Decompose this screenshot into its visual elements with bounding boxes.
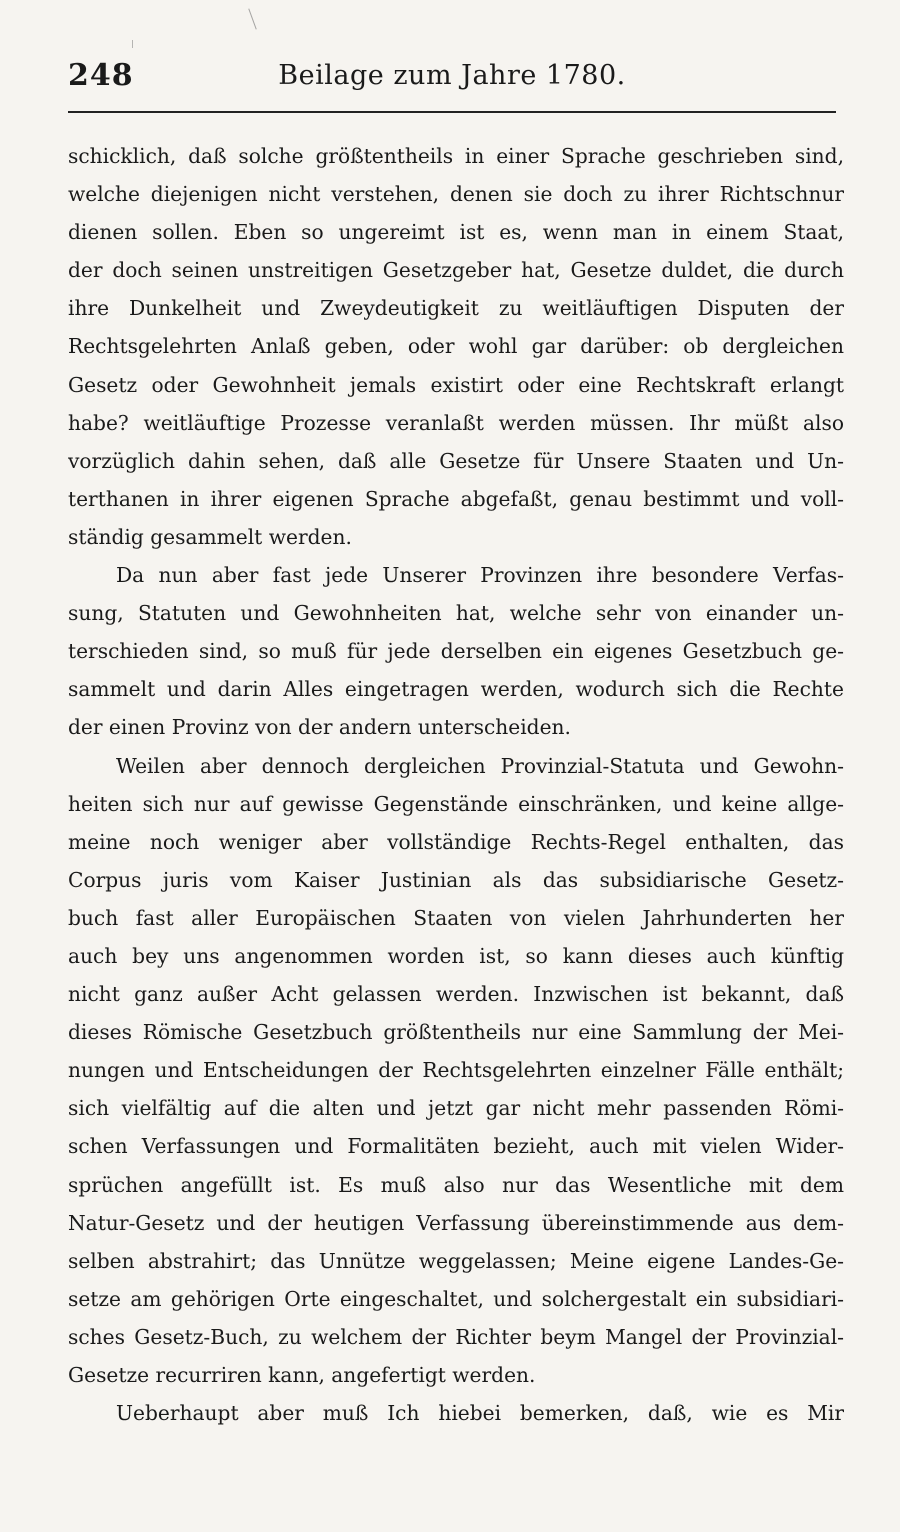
text-line: sprüchen angefüllt ist. Es muß also nur das Wesentliche mit dem [68,1172,844,1197]
text-line: Gesetz oder Gewohnheit jemals existirt oder eine Rechtskraft erlangt [68,372,844,397]
text-line: Rechtsgelehrten Anlaß geben, oder wohl gar darüber: ob dergleichen [68,334,844,359]
text-line: Corpus juris vom Kaiser Justinian als das subsidiarische Gesetz- [68,867,844,892]
text-line: dieses Römische Gesetzbuch größtentheils nur eine Sammlung der Mei- [68,1020,844,1045]
text-line: setze am gehörigen Orte eingeschaltet, und solchergestalt ein subsidiari- [68,1286,844,1311]
text-line: der doch seinen unstreitigen Gesetzgeber hat, Gesetze duldet, die durch [68,258,844,283]
text-line: ihre Dunkelheit und Zweydeutigkeit zu weitläuftigen Disputen der [68,296,844,321]
text-line: Natur-Gesetz und der heutigen Verfassung übereinstimmende aus dem- [68,1210,844,1235]
page-number: 248 [68,58,134,93]
text-line: selben abstrahirt; das Unnütze weggelassen; Meine eigene Landes-Ge- [68,1248,844,1273]
text-line: schicklich, daß solche größtentheils in einer Sprache geschrieben sind, [68,144,844,168]
text-line: terschieden sind, so muß für jede derselben ein eigenes Gesetzbuch ge- [68,639,844,664]
text-line: sung, Statuten und Gewohnheiten hat, welche sehr von einander un- [68,601,844,626]
text-line: meine noch weniger aber vollständige Rechts-Regel enthalten, das [68,829,844,854]
text-line: sammelt und darin Alles eingetragen werden, wodurch sich die Rechte [68,677,844,702]
header-rule [68,111,836,113]
text-line: Weilen aber dennoch dergleichen Provinzial-Statuta und Gewohn- [116,753,844,778]
text-line: ständig gesammelt werden. [68,524,352,549]
text-line: habe? weitläuftige Prozesse veranlaßt werden müssen. Ihr müßt also [68,410,844,435]
text-line: terthanen in ihrer eigenen Sprache abgefaßt, genau bestimmt und voll- [68,486,844,511]
text-line: nungen und Entscheidungen der Rechtsgelehrten einzelner Fälle enthält; [68,1058,844,1083]
running-title: Beilage zum Jahre 1780. [278,60,626,91]
text-line: dienen sollen. Eben so ungereimt ist es, wenn man in einem Staat, [68,220,844,245]
text-line: buch fast aller Europäischen Staaten von vielen Jahrhunderten her [68,905,844,930]
text-line: auch bey uns angenommen worden ist, so kann dieses auch künftig [68,943,844,968]
scan-mark [248,8,256,29]
text-line: nicht ganz außer Acht gelassen werden. Inzwischen ist bekannt, daß [68,982,844,1007]
text-line: sich vielfältig auf die alten und jetzt gar nicht mehr passenden Römi- [68,1096,844,1121]
text-line: sches Gesetz-Buch, zu welchem der Richter beym Mangel der Provinzial- [68,1324,844,1349]
scan-mark [132,40,133,48]
text-line: vorzüglich dahin sehen, daß alle Gesetze für Unsere Staaten und Un- [68,448,844,473]
text-line: welche diejenigen nicht verstehen, denen sie doch zu ihrer Richtschnur [68,182,844,207]
body-text [68,137,844,1432]
text-line: heiten sich nur auf gewisse Gegenstände einschränken, und keine allge- [68,791,844,816]
page-header [68,58,836,98]
text-line: Da nun aber fast jede Unserer Provinzen ihre besondere Verfas- [116,563,844,588]
text-line: Gesetze recurriren kann, angefertigt werden. [68,1363,536,1387]
text-line: der einen Provinz von der andern unterscheiden. [68,715,571,740]
text-line: Ueberhaupt aber muß Ich hiebei bemerken, daß, wie es Mir [116,1401,844,1426]
text-line: schen Verfassungen und Formalitäten bezieht, auch mit vielen Wider- [68,1134,844,1159]
